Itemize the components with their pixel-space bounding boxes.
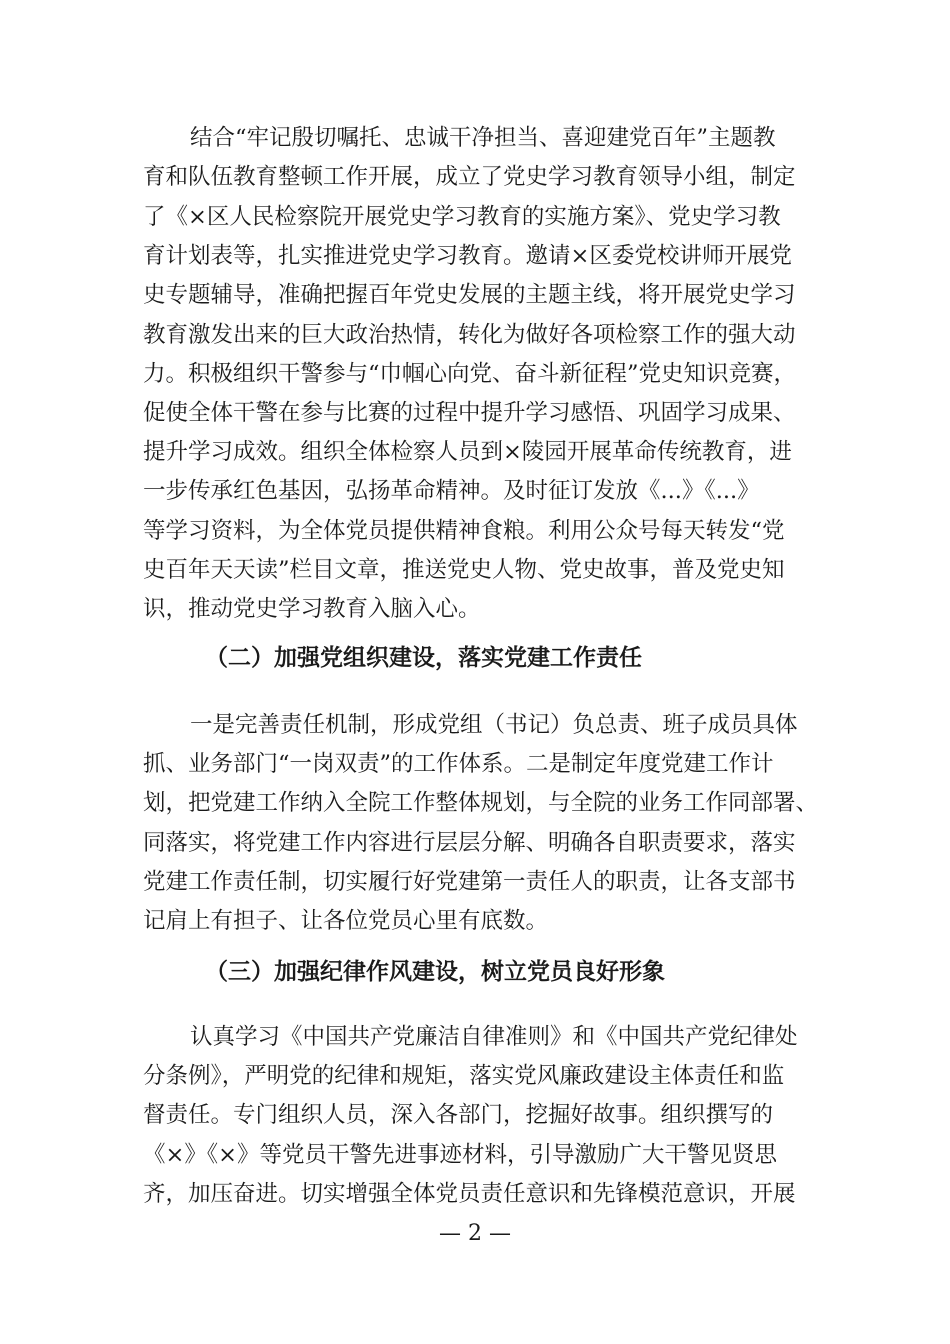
text-line: 齐，加压奋进。切实增强全体党员责任意识和先锋模范意识，开展	[143, 1181, 796, 1207]
text-line: 同落实，将党建工作内容进行层层分解、明确各自职责要求，落实	[143, 830, 796, 856]
text-line: 教育激发出来的巨大政治热情，转化为做好各项检察工作的强大动	[143, 322, 796, 348]
text-line: 等学习资料，为全体党员提供精神食粮。利用公众号每天转发“党	[143, 518, 785, 544]
text-line: 结合“牢记殷切嘱托、忠诚干净担当、喜迎建党百年”主题教	[190, 125, 776, 151]
text-line: 一步传承红色基因，弘扬革命精神。及时征订发放《...》《...》	[143, 478, 760, 504]
text-line: 抓、业务部门“一岗双责”的工作体系。二是制定年度党建工作计	[143, 751, 774, 777]
text-line: 记肩上有担子、让各位党员心里有底数。	[143, 908, 549, 934]
page-number: — 2 —	[439, 1221, 511, 1246]
text-line: 了《×区人民检察院开展党史学习教育的实施方案》、党史学习教	[143, 204, 781, 230]
text-line: 督责任。专门组织人员，深入各部门，挖掘好故事。组织撰写的	[143, 1102, 774, 1128]
text-line: 分条例》，严明党的纪律和规矩，落实党风廉政建设主体责任和监	[143, 1063, 785, 1089]
text-line: 党建工作责任制，切实履行好党建第一责任人的职责，让各支部书	[143, 869, 796, 895]
text-line: 《×》《×》等党员干警先进事迹材料，引导激励广大干警见贤思	[143, 1142, 777, 1168]
text-line: 提升学习成效。组织全体检察人员到×陵园开展革命传统教育，进	[143, 439, 792, 465]
text-line: 识，推动党史学习教育入脑入心。	[143, 596, 481, 622]
text-line: 育计划表等，扎实推进党史学习教育。邀请×区委党校讲师开展党	[143, 243, 792, 269]
text-line: 育和队伍教育整顿工作开展，成立了党史学习教育领导小组，制定	[143, 164, 796, 190]
text-line: 一是完善责任机制，形成党组（书记）负总责、班子成员具体	[190, 712, 798, 738]
text-line: 划，把党建工作纳入全院工作整体规划，与全院的业务工作同部署、	[143, 790, 819, 816]
text-line: 认真学习《中国共产党廉洁自律准则》和《中国共产党纪律处	[190, 1024, 798, 1050]
section-heading-2: （二）加强党组织建设，落实党建工作责任	[205, 645, 642, 671]
text-line: 力。积极组织干警参与“巾帼心向党、奋斗新征程”党史知识竞赛，	[143, 361, 797, 387]
text-line: 史百年天天读”栏目文章，推送党史人物、党史故事，普及党史知	[143, 557, 785, 583]
text-line: 史专题辅导，准确把握百年党史发展的主题主线，将开展党史学习	[143, 282, 796, 308]
section-heading-3: （三）加强纪律作风建设，树立党员良好形象	[205, 959, 665, 985]
text-line: 促使全体干警在参与比赛的过程中提升学习感悟、巩固学习成果、	[143, 400, 796, 426]
